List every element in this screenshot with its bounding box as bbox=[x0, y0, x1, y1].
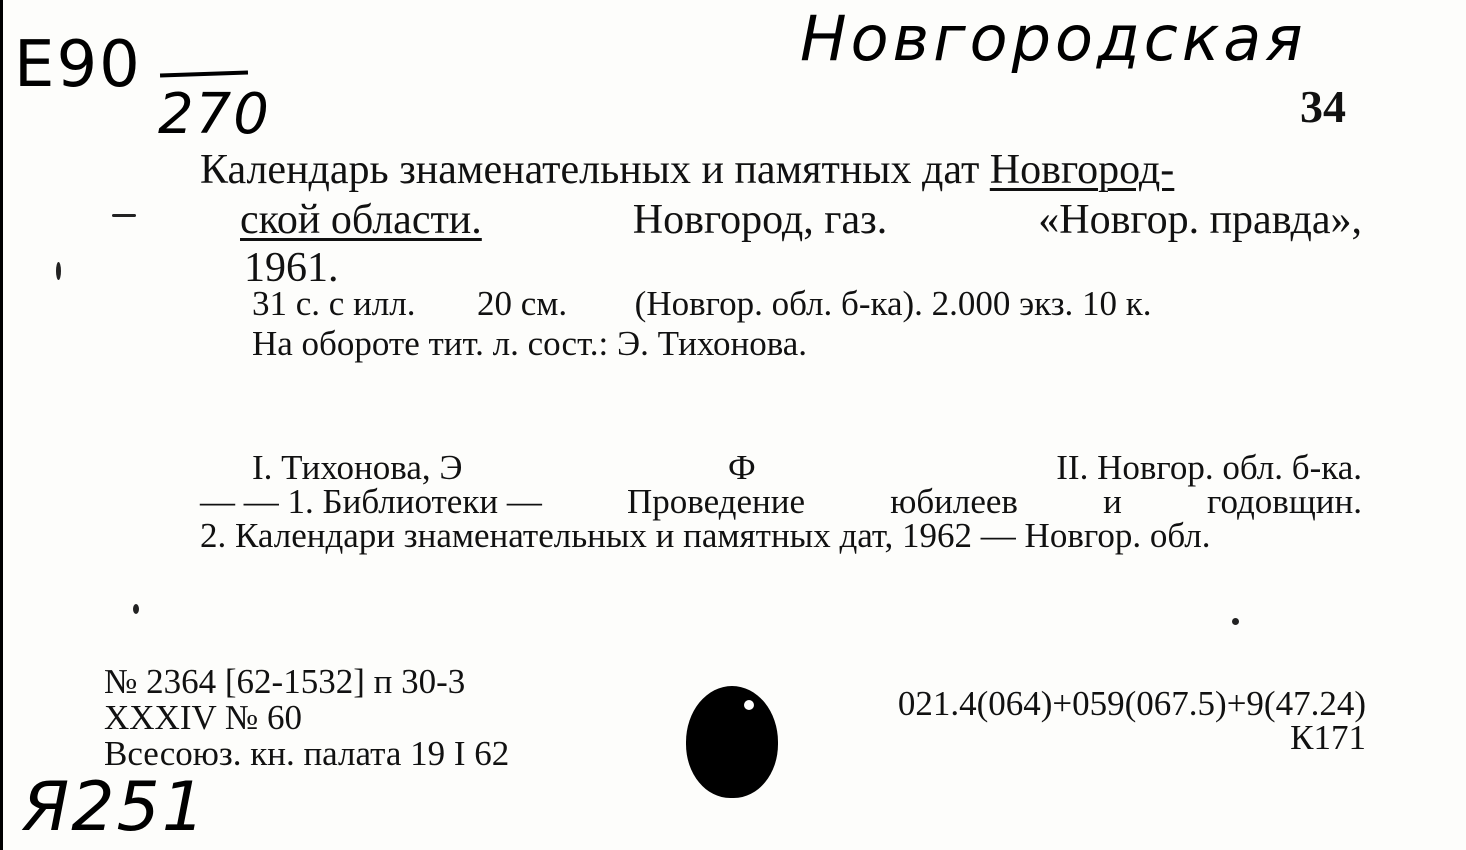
tracing-line-3: 2. Календари знаменательных и памятных дат, 1962 — Новгор. обл. bbox=[200, 516, 1211, 555]
title-underlined-2: ской области. bbox=[240, 197, 482, 243]
subject-part: Проведение bbox=[627, 482, 806, 521]
subject-part: юбилеев bbox=[890, 482, 1018, 521]
author-mark: К171 bbox=[1290, 718, 1366, 757]
physical-description bbox=[252, 284, 1152, 324]
footer-chamber-date: Всесоюз. кн. палата 19 I 62 bbox=[104, 734, 510, 773]
added-entry-mid: Ф bbox=[728, 448, 756, 487]
added-entry-author: I. Тихонова, Э bbox=[252, 448, 463, 487]
speck bbox=[1232, 618, 1239, 625]
size: 20 см. bbox=[476, 284, 568, 323]
publication-place: Новгород, газ. bbox=[632, 197, 888, 243]
series-and-print-run: (Новгор. обл. б-ка). 2.000 экз. 10 к. bbox=[634, 284, 1152, 323]
handwritten-region: Новгородская bbox=[800, 2, 1307, 75]
title-underlined-1: Новгород- bbox=[989, 147, 1175, 193]
handwritten-call-number-top: Е90 bbox=[14, 28, 142, 102]
handwritten-inventory-number: Я251 bbox=[22, 768, 208, 847]
title-line-2 bbox=[240, 196, 1362, 244]
added-entry-library: II. Новгор. обл. б-ка. bbox=[1056, 448, 1362, 487]
subject-part: — — 1. Библиотеки — bbox=[200, 482, 542, 521]
publication-year: 1961. bbox=[244, 245, 339, 291]
compiler-note: На обороте тит. л. сост.: Э. Тихонова. bbox=[252, 324, 808, 363]
title-line-1 bbox=[200, 146, 1174, 194]
handwritten-call-number-bottom: 270 bbox=[158, 82, 271, 147]
classification-index: 021.4(064)+059(067.5)+9(47.24) bbox=[897, 684, 1366, 723]
card-number: 34 bbox=[1300, 81, 1346, 132]
call-number-fraction-bar bbox=[160, 70, 248, 77]
punch-hole bbox=[686, 686, 778, 798]
card-edge-line bbox=[0, 0, 3, 850]
footer-record-number: № 2364 [62-1532] п 30-3 bbox=[104, 662, 466, 701]
speck bbox=[112, 214, 136, 217]
subject-part: годовщин. bbox=[1207, 482, 1362, 521]
speck bbox=[133, 604, 139, 614]
title-text: Календарь знаменательных и памятных дат bbox=[200, 147, 990, 193]
footer-list-number: XXXIV № 60 bbox=[104, 698, 303, 737]
publisher: «Новгор. правда», bbox=[1038, 197, 1362, 243]
subject-part: и bbox=[1103, 482, 1122, 521]
speck bbox=[56, 262, 61, 280]
pages: 31 с. с илл. bbox=[252, 284, 416, 323]
